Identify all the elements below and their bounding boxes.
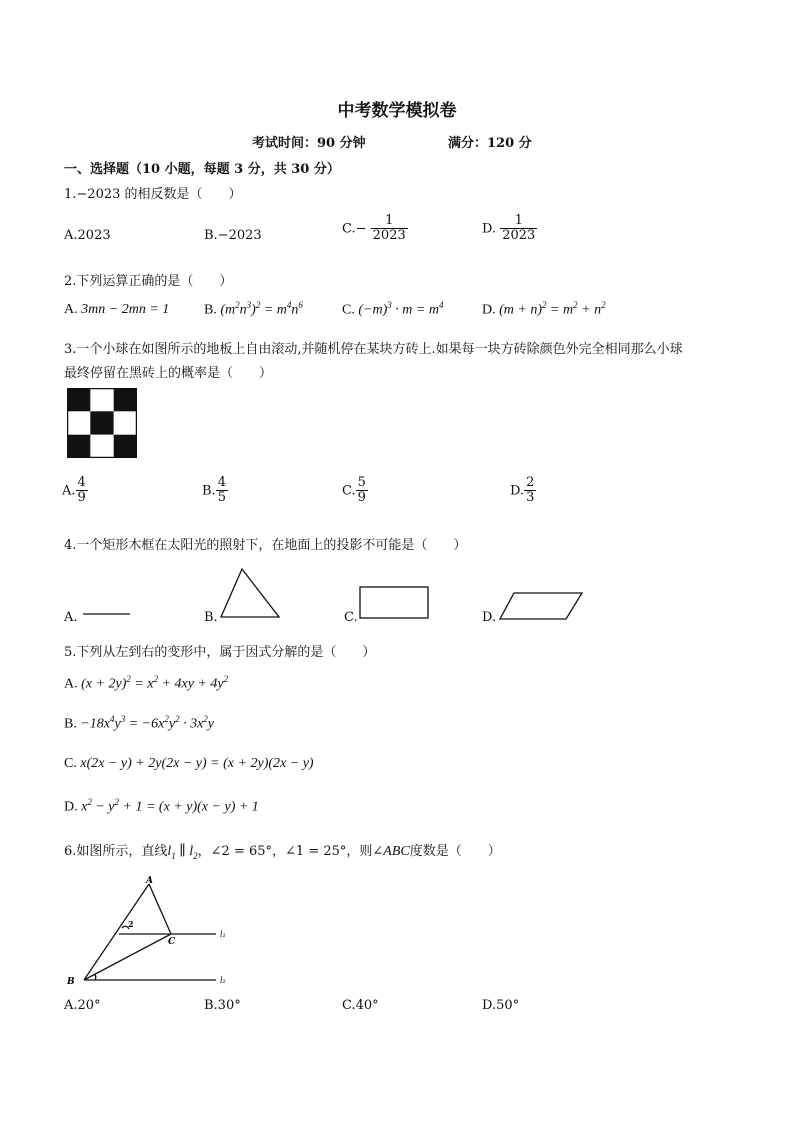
q1-c-numerator: 1 [385,213,394,228]
checkerboard-figure [67,388,137,458]
q5-option-b: B. $-18x^4y^3 = -6x^2y^2 \cdot 3x^2y$ [64,714,215,732]
q2-option-a: A. 3mn − 2mn = 1 [64,302,170,317]
line-segment-figure [82,608,132,618]
question-4-stem: 4.一个矩形木框在太阳光的照射下，在地面上的投影不可能是（ ） [64,538,467,553]
q4-option-d-label: D. [482,610,497,625]
geometry-figure [64,872,244,990]
rectangle-figure [358,585,432,621]
q1-d-denominator: 2023 [502,228,536,244]
q1-c-prefix: C.− [342,221,367,237]
q1-d-numerator: 1 [514,213,523,228]
q1-c-denominator: 2023 [372,228,406,244]
q6-option-c: C.40° [342,998,379,1013]
q3-option-c: C. $\frac{5}{9}$ [342,475,366,506]
q6-option-b: B.30° [204,998,241,1013]
fig-label-angle-2: 2 [128,919,134,929]
question-2-stem: 2.下列运算正确的是（ ） [64,274,233,289]
question-3-stem-line2: 最终停留在黑砖上的概率是（ ） [64,366,273,381]
q1-option-a: A.2023 [64,228,111,243]
q6-option-d: D.50° [482,998,520,1013]
fig-label-l1: l₁ [220,930,226,939]
fig-label-a: A [146,876,153,886]
q1-option-d [482,214,537,244]
section-heading: 一、选择题（10 小题，每题 3 分，共 30 分） [64,162,340,177]
q2-option-b: B. $(m^2n^3)^2 = m^4n^6$ [204,300,303,318]
triangle-figure [218,566,282,620]
question-3-stem-line1: 3.一个小球在如图所示的地板上自由滚动,并随机停在某块方砖上.如果每一块方砖除颜色外完全相同那么小球 [64,342,683,357]
q5-option-d: D. $x^2 - y^2 + 1 = (x + y)(x - y) + 1$ [64,797,259,815]
q1-option-b: B.−2023 [204,228,262,243]
q3-option-d: D. $\frac{2}{3}$ [510,475,535,506]
q1-d-prefix: D. [482,221,497,237]
q2-option-d: D. $(m + n)^2 = m^2 + n^2$ [482,300,606,318]
q2-option-c: C. $(-m)^3 \cdot m = m^4$ [342,300,444,318]
parallelogram-figure [498,590,586,622]
full-score: 满分：120 分 [448,136,532,151]
question-1-stem: 1.−2023 的相反数是（ ） [64,187,242,202]
q4-option-c-label: C. [344,610,358,625]
q6-option-a: A.20° [64,998,101,1013]
fig-label-b: B [67,977,75,987]
question-5-stem: 5.下列从左到右的变形中，属于因式分解的是（ ） [64,645,376,660]
q4-option-a-label: A. [64,610,78,625]
q5-option-c: C. x(2x − y) + 2y(2x − y) = (x + 2y)(2x − y) [64,756,314,771]
fig-label-c: C [168,937,176,947]
q3-option-a: A. $\frac{4}{9}$ [62,475,86,506]
page-title: 中考数学模拟卷 [337,101,457,121]
q1-option-c [342,214,408,244]
question-6-stem: 6.如图所示，直线$l_1$ ∥ $l_2$，∠2 = 65°，∠1 = 25°，则∠ABC度数是（ ） [64,844,501,861]
q4-option-b-label: B. [204,610,218,625]
q5-option-a: A. $(x + 2y)^2 = x^2 + 4xy + 4y^2$ [64,674,229,692]
fig-label-l2: l₂ [220,976,226,985]
q3-option-b: B. $\frac{4}{5}$ [202,475,226,506]
exam-time: 考试时间：90 分钟 [252,136,366,151]
